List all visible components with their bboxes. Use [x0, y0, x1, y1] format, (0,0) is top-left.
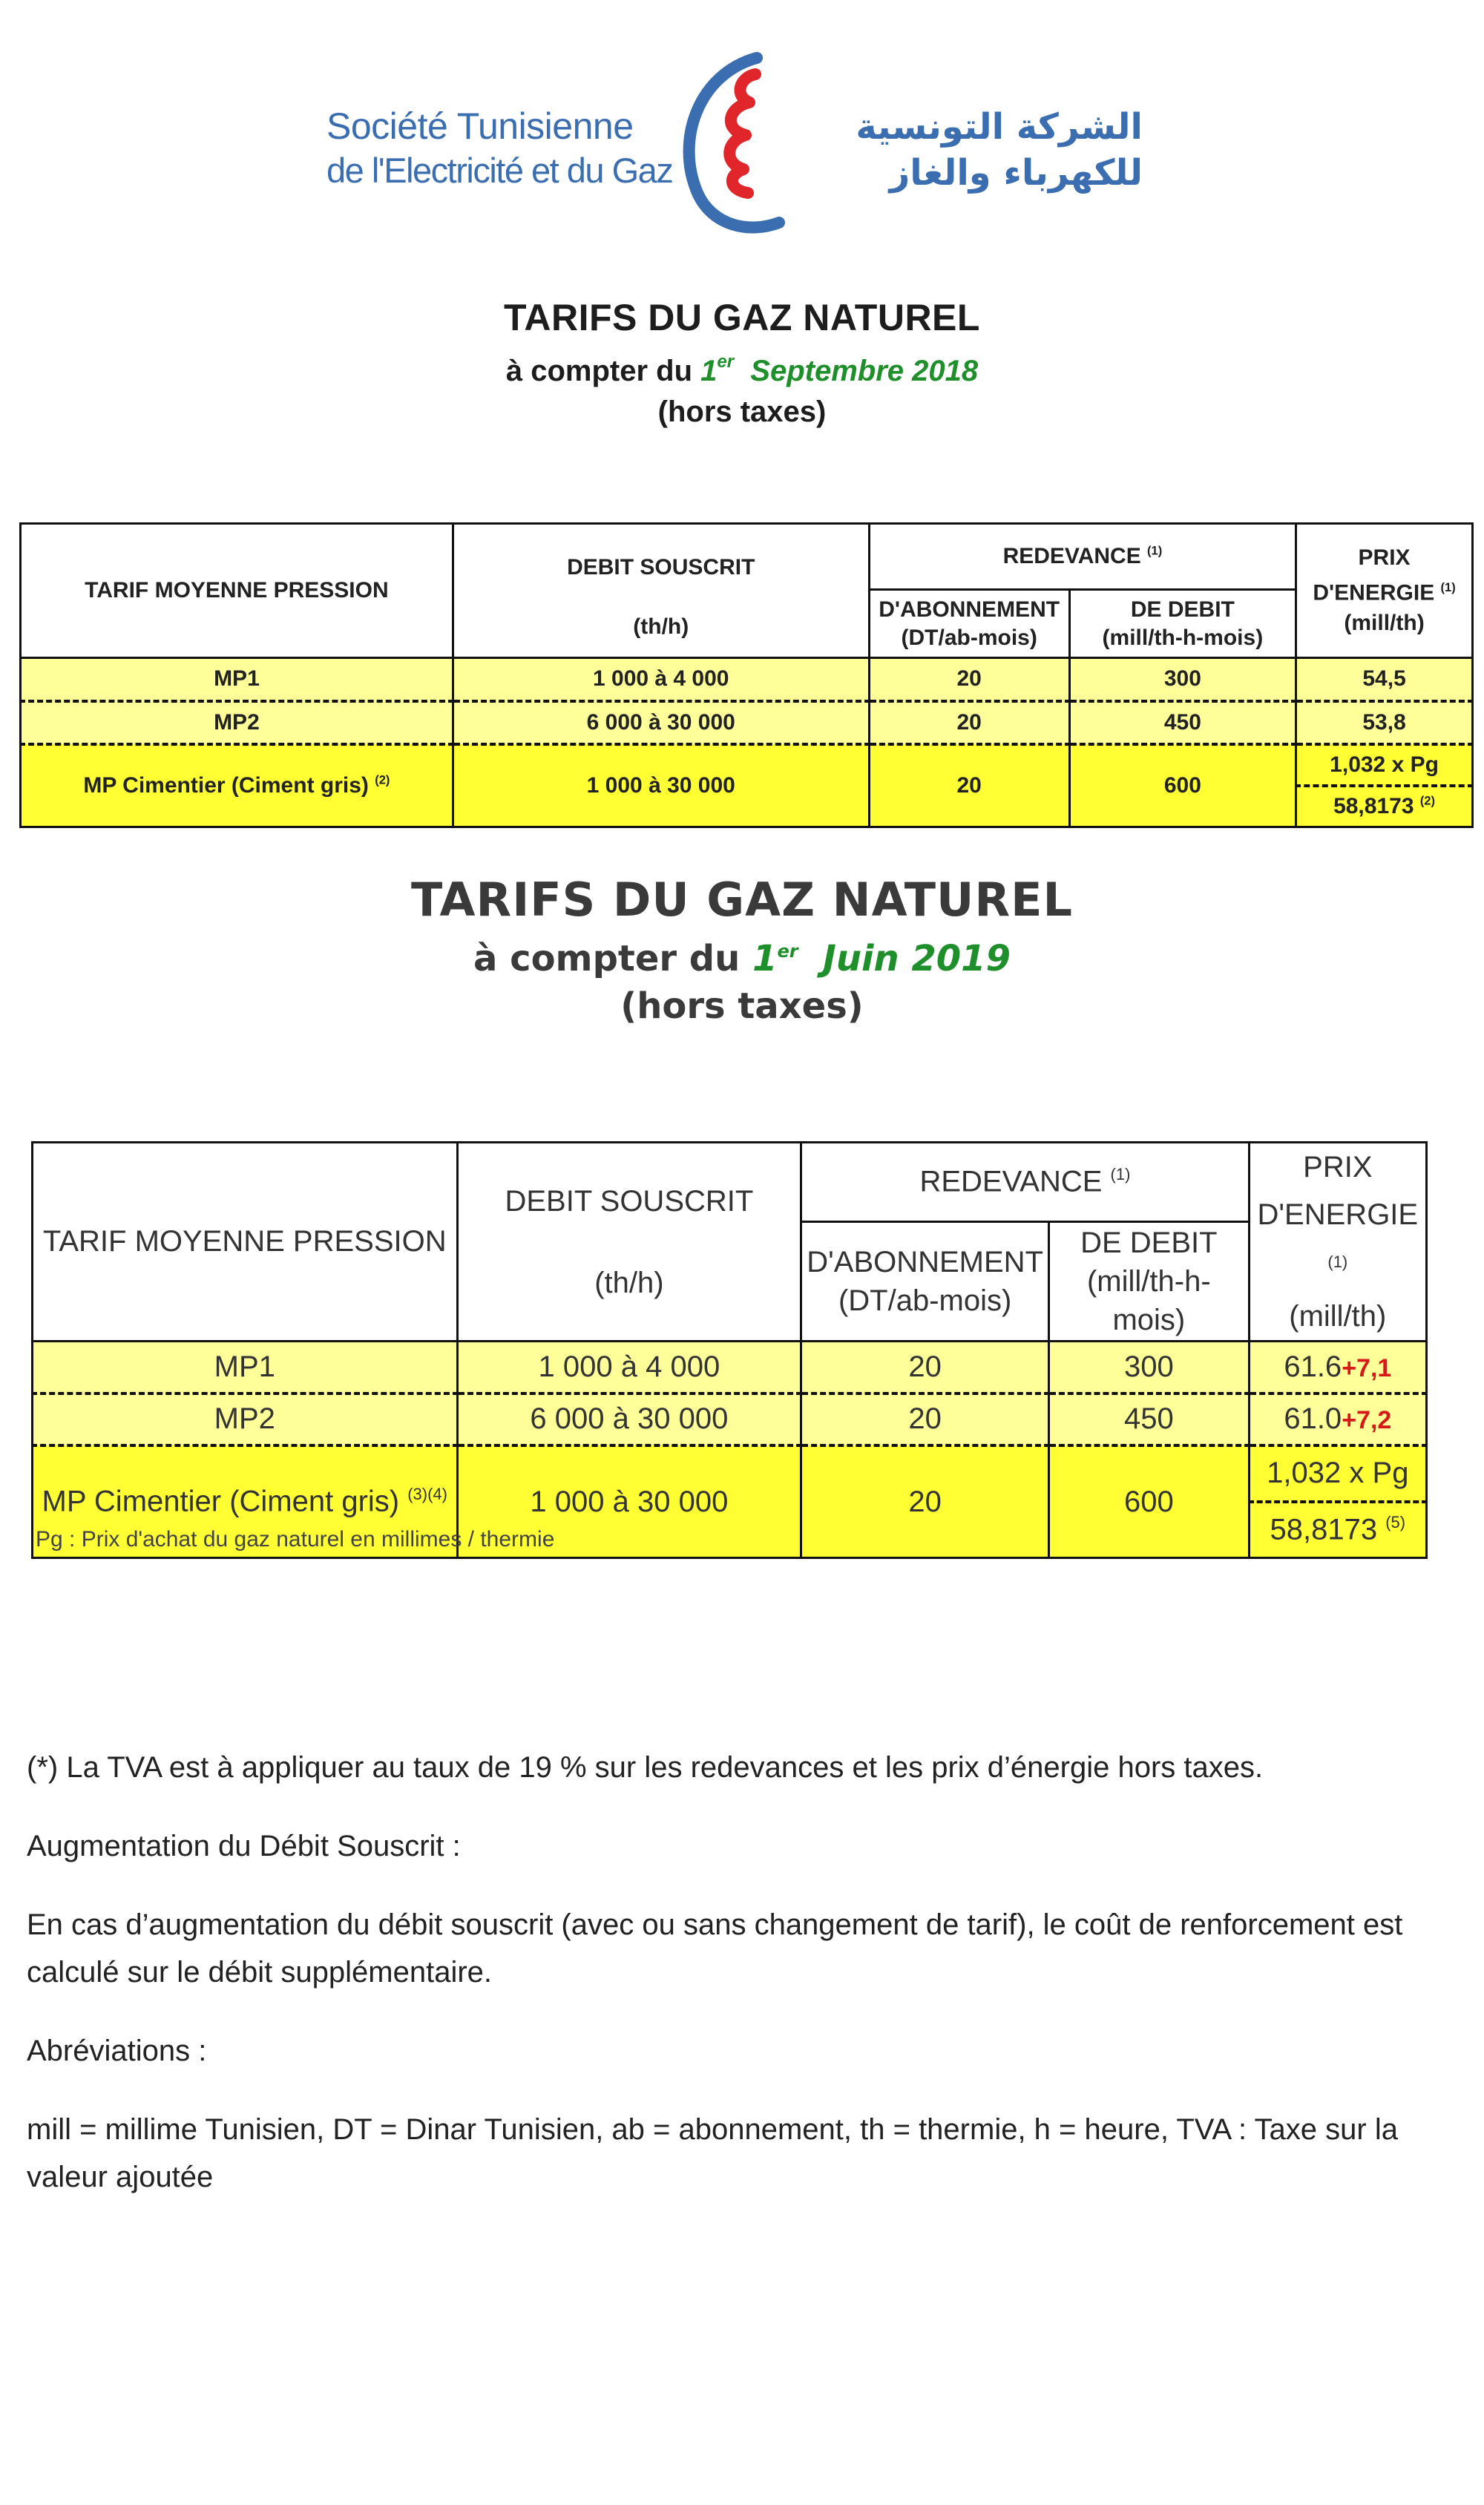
- cell-debit: 1 000 à 30 000: [453, 744, 869, 827]
- col-header-prix-note: (1): [1440, 581, 1456, 595]
- col-header-redevance-note: (1): [1147, 544, 1163, 558]
- table-row-ciment: [21, 744, 1473, 786]
- cell-abonnement: 20: [869, 701, 1069, 744]
- cell-debit: 1 000 à 30 000: [457, 1445, 801, 1558]
- section2-heading: [0, 873, 1484, 1030]
- col-header-prix: [1249, 1143, 1426, 1342]
- table-row-ciment: [33, 1445, 1427, 1502]
- section1-date-sup: er: [717, 352, 735, 372]
- section1-date-prefix: à compter du: [505, 355, 692, 387]
- cell-prix-delta: +7,2: [1342, 1406, 1392, 1435]
- cell-prix-value-note: (5): [1385, 1513, 1406, 1532]
- section1-date-value: [700, 352, 979, 387]
- logo-ar-line2: للكهرباء والغاز: [889, 152, 1143, 194]
- cell-prix-value: [1249, 1502, 1426, 1558]
- cell-tarif: MP1: [33, 1342, 458, 1393]
- col-header-prix-line2: D'ENERGIE: [1257, 1198, 1419, 1231]
- section1-date-num: 1: [700, 355, 718, 387]
- cell-tarif: MP2: [33, 1393, 458, 1445]
- cell-prix-formula: 1,032 x Pg: [1249, 1445, 1426, 1502]
- cell-tarif-note: (2): [375, 773, 390, 787]
- col-header-prix-note: (1): [1327, 1252, 1348, 1271]
- section1-taxes: (hors taxes): [657, 395, 827, 428]
- abreviations-title: Abréviations :: [27, 2035, 207, 2067]
- col-header-prix-unit: (mill/th): [1289, 1300, 1387, 1333]
- cell-prix: [1249, 1393, 1426, 1445]
- col-header-debit-label: DEBIT SOUSCRIT: [505, 1184, 754, 1218]
- col-header-abonnement-label: D'ABONNEMENT: [807, 1246, 1044, 1279]
- col-header-de-debit-unit: (mill/th-h-mois): [1086, 1265, 1211, 1337]
- cell-prix-value: 61.6: [1284, 1350, 1342, 1384]
- col-header-redevance: [801, 1143, 1249, 1222]
- col-header-de-debit-label: DE DEBIT: [1080, 1227, 1218, 1260]
- cell-prix-formula: 1,032 x Pg: [1296, 744, 1473, 786]
- col-header-prix-line1: PRIX: [1303, 1151, 1373, 1183]
- section2-taxes: (hors taxes): [620, 985, 864, 1027]
- cell-tarif: MP2: [21, 701, 453, 744]
- col-header-de-debit-unit: (mill/th-h-mois): [1102, 625, 1264, 650]
- col-header-prix-line1: PRIX: [1358, 545, 1411, 571]
- cell-tarif: MP1: [21, 658, 453, 701]
- tva-note: (*) La TVA est à appliquer au taux de 19 % sur les redevances et les prix d’énergie hors taxes.: [27, 1751, 1264, 1784]
- col-header-debit: [457, 1143, 801, 1342]
- col-header-redevance-note: (1): [1110, 1165, 1131, 1184]
- cell-abonnement: 20: [801, 1393, 1049, 1445]
- col-header-tarif: TARIF MOYENNE PRESSION: [33, 1143, 458, 1342]
- col-header-debit-label: DEBIT SOUSCRIT: [567, 555, 755, 580]
- table-header-row: [21, 524, 1473, 590]
- col-header-abonnement-label: D'ABONNEMENT: [879, 597, 1060, 622]
- logo-fr-line2: de l'Electricité et du Gaz: [326, 151, 673, 190]
- col-header-debit-unit: (th/h): [594, 1266, 664, 1299]
- col-header-prix-line2: D'ENERGIE: [1313, 580, 1435, 605]
- logo-fr-line1: Société Tunisienne: [326, 105, 634, 147]
- col-header-redevance-label: REDEVANCE: [1002, 544, 1141, 569]
- cell-prix-value-label: 58,8173: [1333, 793, 1414, 818]
- logo-french-name: [326, 104, 672, 193]
- col-header-prix: [1296, 524, 1473, 658]
- section2-date-sup: er: [777, 941, 798, 962]
- col-header-tarif: TARIF MOYENNE PRESSION: [21, 524, 453, 658]
- abreviations-text: mill = millime Tunisien, DT = Dinar Tunisien, ab = abonnement, th = thermie, h = heure, TVA : Taxe sur la valeur ajoutée: [27, 2113, 1398, 2193]
- cell-abonnement: 20: [869, 744, 1069, 827]
- cell-prix: 53,8: [1296, 701, 1473, 744]
- cell-debit: 6 000 à 30 000: [453, 701, 869, 744]
- pg-footnote: Pg : Prix d'achat du gaz naturel en millimes / thermie: [36, 1527, 555, 1552]
- logo-arabic-name: [801, 104, 1143, 196]
- cell-prix: [1249, 1342, 1426, 1393]
- section1-title: TARIFS DU GAZ NATUREL: [504, 297, 980, 338]
- section1-date-rest: Septembre 2018: [750, 355, 979, 387]
- cell-tarif-label: MP Cimentier (Ciment gris): [42, 1485, 400, 1518]
- section2-date-value: [752, 938, 1011, 979]
- cell-tarif-label: MP Cimentier (Ciment gris): [83, 772, 369, 798]
- col-header-de-debit-label: DE DEBIT: [1130, 597, 1235, 622]
- table-row-mp1: [33, 1342, 1427, 1393]
- cell-abonnement: 20: [801, 1445, 1049, 1558]
- section1-date: [0, 341, 1484, 392]
- table-row-mp2: [21, 701, 1473, 744]
- col-header-abonnement: [869, 590, 1069, 658]
- cell-de-debit: 300: [1049, 1342, 1250, 1393]
- table-row-mp1: [21, 658, 1473, 701]
- col-header-de-debit: [1069, 590, 1296, 658]
- col-header-debit-unit: (th/h): [633, 614, 689, 639]
- tarif-table-2019: [31, 1141, 1428, 1559]
- col-header-abonnement-unit: (DT/ab-mois): [838, 1284, 1012, 1318]
- cell-tarif: [21, 744, 453, 827]
- col-header-redevance-label: REDEVANCE: [919, 1165, 1103, 1198]
- cell-de-debit: 600: [1049, 1445, 1250, 1558]
- table-row-mp2: [33, 1393, 1427, 1445]
- cell-de-debit: 600: [1069, 744, 1296, 827]
- cell-prix-value-label: 58,8173: [1270, 1513, 1378, 1546]
- section2-date: [0, 928, 1484, 982]
- cell-tarif-note: (3)(4): [407, 1485, 447, 1504]
- cell-debit: 6 000 à 30 000: [457, 1393, 801, 1445]
- section2-date-rest: Juin 2019: [823, 938, 1011, 979]
- section2-date-num: 1: [752, 938, 778, 979]
- logo-ar-line1: الشركة التونسية: [856, 106, 1143, 148]
- col-header-prix-unit: (mill/th): [1344, 610, 1425, 635]
- steg-emblem-icon: [668, 45, 787, 237]
- cell-prix: 54,5: [1296, 658, 1473, 701]
- tarif-table-2018: [19, 522, 1474, 828]
- cell-abonnement: 20: [869, 658, 1069, 701]
- table-header-row: [33, 1143, 1427, 1222]
- col-header-redevance: [869, 524, 1296, 590]
- col-header-debit: [453, 524, 869, 658]
- section2-title: TARIFS DU GAZ NATUREL: [411, 873, 1073, 927]
- augmentation-text: En cas d’augmentation du débit souscrit (avec ou sans changement de tarif), le coût de renforcement est calculé sur le débit supplémentaire.: [27, 1908, 1403, 1989]
- cell-prix-value: [1296, 786, 1473, 827]
- cell-de-debit: 450: [1049, 1393, 1250, 1445]
- augmentation-title: Augmentation du Débit Souscrit :: [27, 1830, 461, 1862]
- col-header-abonnement-unit: (DT/ab-mois): [901, 625, 1037, 650]
- cell-de-debit: 450: [1069, 701, 1296, 744]
- col-header-abonnement: [801, 1222, 1049, 1342]
- section1-heading: [0, 294, 1484, 432]
- cell-de-debit: 300: [1069, 658, 1296, 701]
- col-header-de-debit: [1049, 1222, 1250, 1342]
- cell-debit: 1 000 à 4 000: [457, 1342, 801, 1393]
- cell-prix-value: 61.0: [1284, 1402, 1342, 1436]
- section2-date-prefix: à compter du: [473, 938, 741, 979]
- cell-prix-value-note: (2): [1419, 794, 1436, 808]
- cell-debit: 1 000 à 4 000: [453, 658, 869, 701]
- cell-abonnement: 20: [801, 1342, 1049, 1393]
- cell-prix-delta: +7,1: [1342, 1354, 1392, 1383]
- steg-logo: [326, 45, 1143, 237]
